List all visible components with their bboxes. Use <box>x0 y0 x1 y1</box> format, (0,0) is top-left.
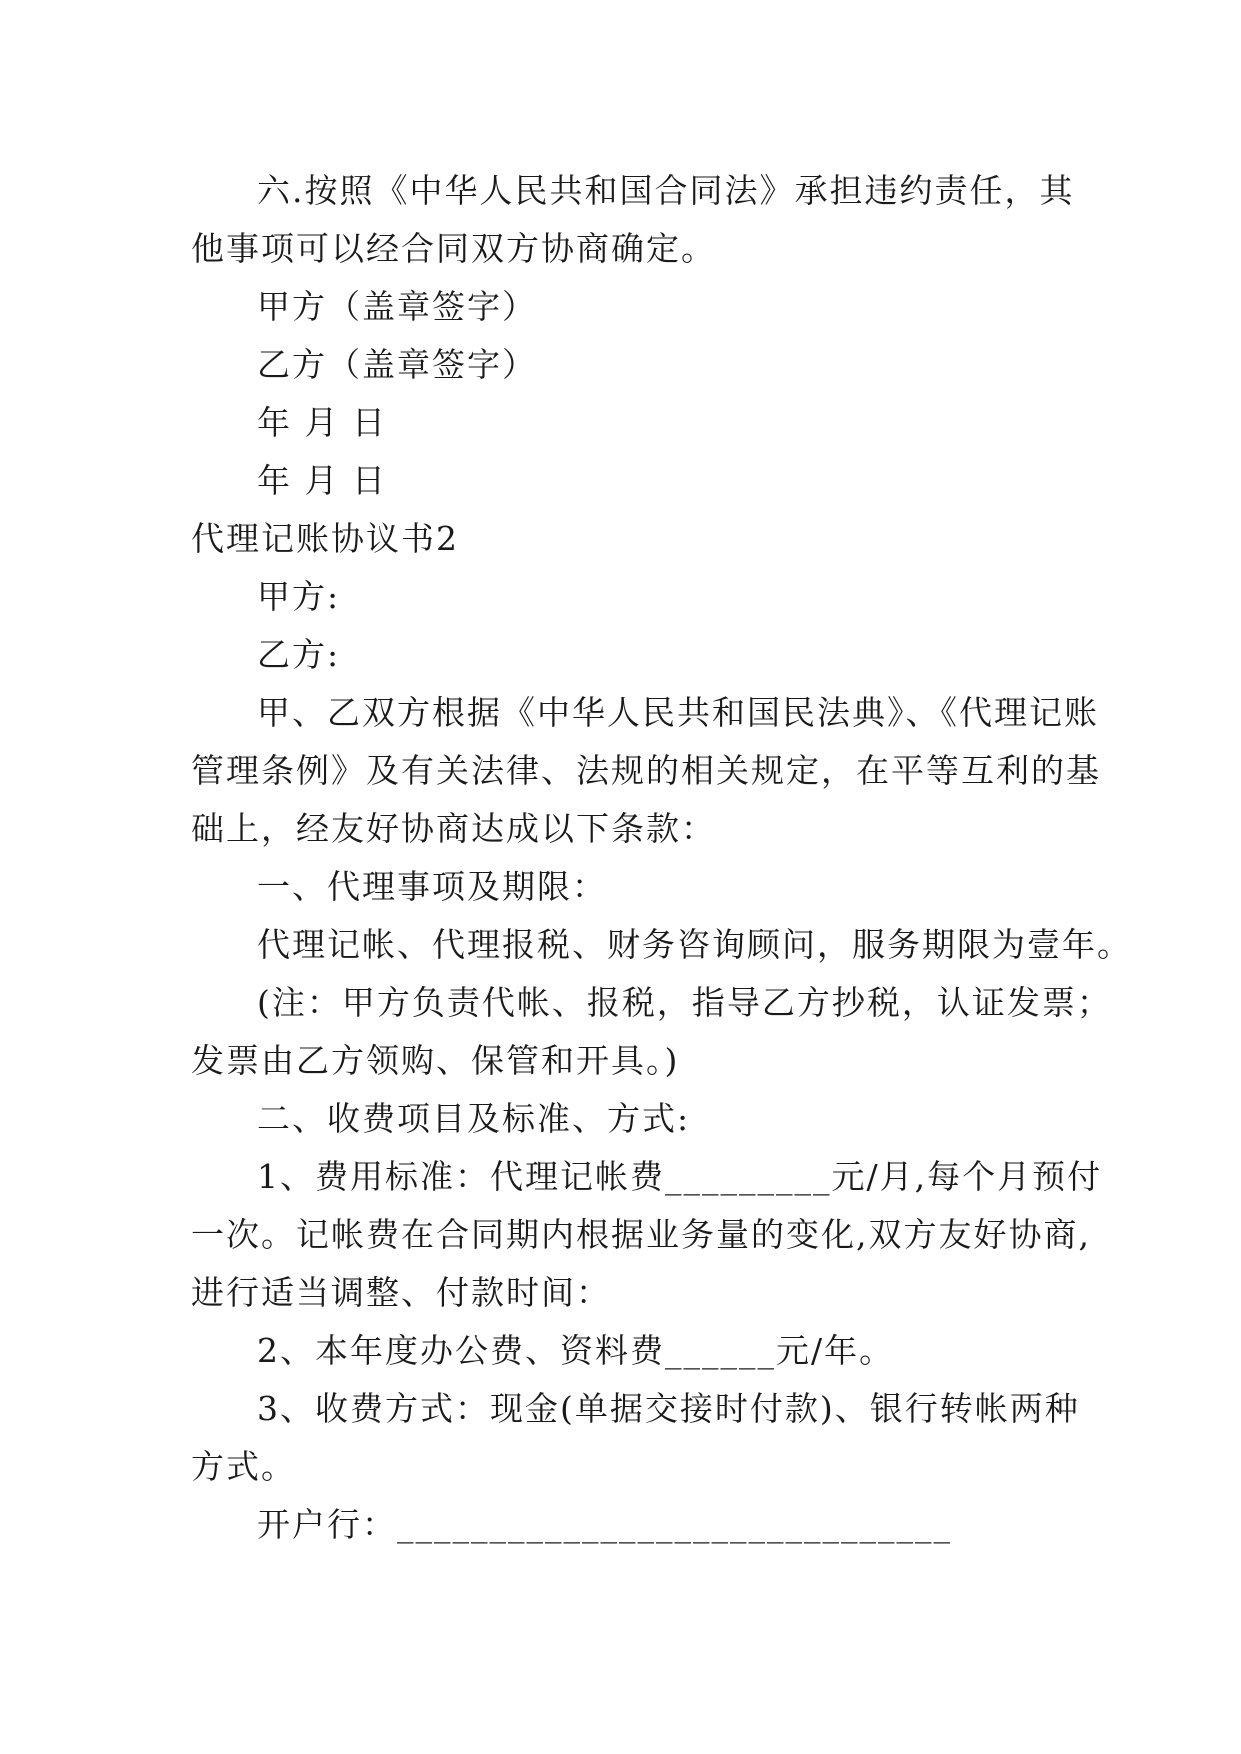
section-title: 代理记账协议书2 <box>191 519 459 558</box>
party-a-signature: 甲方（盖章签字） <box>257 287 537 326</box>
date-line-1: 年 月 日 <box>257 403 387 442</box>
preamble-line-3: 础上，经友好协商达成以下条款： <box>191 809 716 848</box>
party-a-label: 甲方: <box>257 577 341 616</box>
preamble-line-1: 甲、乙双方根据《中华人民共和国民法典》、《代理记账 <box>257 693 1099 732</box>
scope-detail: 代理记帐、代理报税、财务咨询顾问，服务期限为壹年。 <box>257 925 1132 964</box>
preamble-line-2: 管理条例》及有关法律、法规的相关规定，在平等互利的基 <box>191 751 1101 790</box>
payment-method-line-2: 方式。 <box>191 1447 296 1486</box>
heading-fees: 二、收费项目及标准、方式: <box>257 1099 691 1138</box>
party-b-label: 乙方: <box>257 635 341 674</box>
document-body <box>191 162 1132 1554</box>
office-fee-line: 2、本年度办公费、资料费______元/年。 <box>257 1331 895 1370</box>
bank-line: 开户行：______________________________ <box>257 1505 952 1544</box>
fee-standard-line-2: 一次。记帐费在合同期内根据业务量的变化,双方友好协商, <box>191 1215 1091 1254</box>
clause-six-line-1: 六.按照《中华人民共和国合同法》承担违约责任，其 <box>257 171 1075 210</box>
clause-six-line-2: 他事项可以经合同双方协商确定。 <box>191 229 716 268</box>
fee-standard-line-3: 进行适当调整、付款时间： <box>191 1273 611 1312</box>
note-line-1: (注：甲方负责代帐、报税，指导乙方抄税，认证发票； <box>257 983 1112 1022</box>
date-line-2: 年 月 日 <box>257 461 387 500</box>
party-b-signature: 乙方（盖章签字） <box>257 345 537 384</box>
payment-method-line-1: 3、收费方式：现金(单据交接时付款)、银行转帐两种 <box>257 1389 1080 1428</box>
heading-scope: 一、代理事项及期限： <box>257 867 607 906</box>
fee-standard-line-1: 1、费用标准：代理记帐费_________元/月,每个月预付 <box>257 1157 1103 1196</box>
note-line-2: 发票由乙方领购、保管和开具。) <box>191 1041 680 1080</box>
